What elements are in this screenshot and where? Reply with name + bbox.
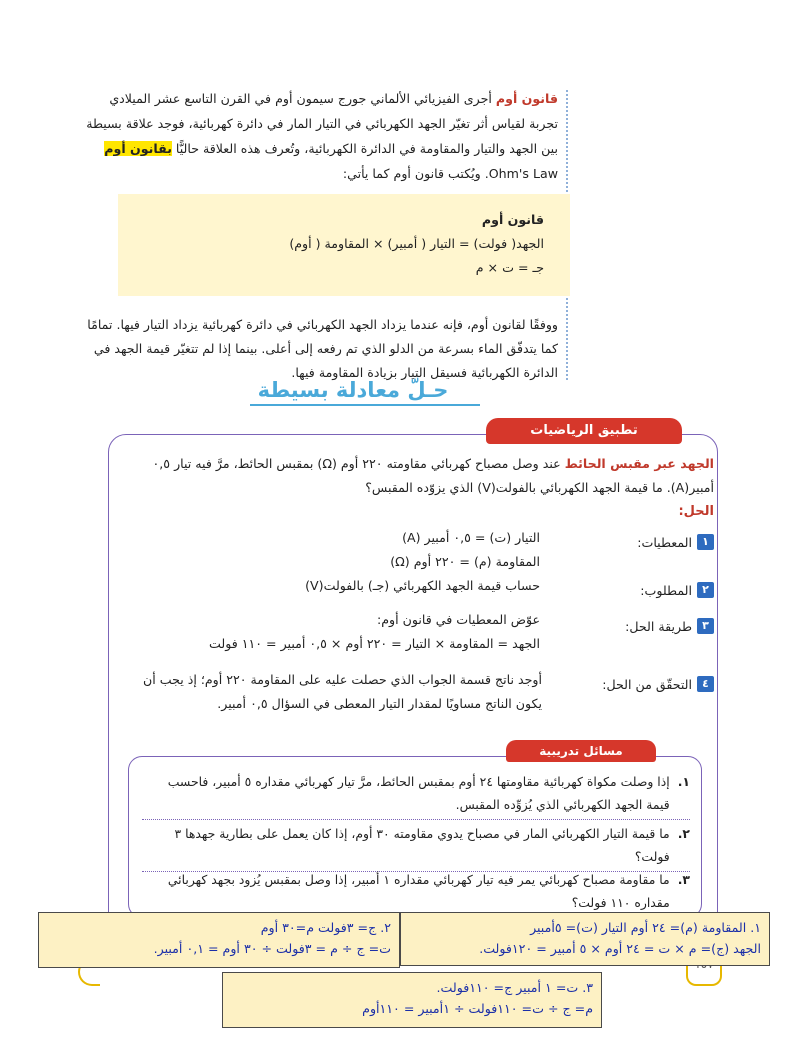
problem-statement <box>128 452 714 500</box>
step-label-text: المعطيات: <box>637 534 692 550</box>
answer-3-line-2: م= ج ÷ ت= ١١٠فولت ÷ ١أمبير = ١١٠أوم <box>362 1001 593 1016</box>
step-method <box>564 618 714 634</box>
law-title: قانون أوم <box>481 212 544 227</box>
step-number: ٣ <box>697 618 714 634</box>
math-application-tab: تطبيق الرياضيات <box>486 418 682 444</box>
ohms-law-highlight: بقانون أوم <box>104 141 172 156</box>
practice-item <box>142 822 690 868</box>
law-formula-words: الجهد( فولت) = التيار ( أمبير) × المقاومة ( أوم) <box>289 236 544 251</box>
step-number: ١ <box>697 534 714 550</box>
intro-text: أجرى الفيزيائي الألماني جورج سيمون أوم في القرن التاسع عشر الميلادي تجربة لقياس أثر تغيّر الجهد الكهربائي في التيار المار في دائرة كهربائية، فوجد علاقة بسيطة بين الجهد والتيار والمقاومة في الدائرة الكهربائية، وتُعرف هذه العلاقة حاليًّا <box>86 91 558 156</box>
ohms-law-keyword: قانون أوم <box>495 91 558 106</box>
answer-2-line-2: ت= ج ÷ م = ٣فولت ÷ ٣٠ أوم = ٠,١ أمبير. <box>153 941 391 956</box>
step-label-text: التحقّق من الحل: <box>602 676 692 692</box>
problem-keyword: الجهد عبر مقبس الحائط <box>564 456 714 471</box>
practice-text: إذا وصلت مكواة كهربائية مقاومتها ٢٤ أوم بمقبس الحائط، مرَّ تيار كهربائي مقداره ٥ أمبير، فاحسب قيمة الجهد الكهربائي الذي يُزوِّده المقبس. <box>167 774 670 812</box>
given-current: التيار (ت) = ٠,٥ أمبير (A) <box>402 530 540 545</box>
section-title: حـلّ معادلة بسيطة <box>257 378 449 402</box>
step-number: ٢ <box>697 582 714 598</box>
problem-text: عند وصل مصباح كهربائي مقاومته ٢٢٠ أوم (Ω) بمقبس الحائط، مرَّ فيه تيار ٠,٥ أمبير(A). ما قيمة الجهد الكهربائي بالفولت(V) الذي يزوّده المقبس؟ <box>152 456 714 495</box>
intro-text-end: . ويُكتب قانون أوم كما يأتي: <box>342 166 489 181</box>
answer-2-line-1: ٢. ج= ٣فولت م=٣٠ أوم <box>260 920 391 935</box>
step-label-text: طريقة الحل: <box>625 618 692 634</box>
given-resistance: المقاومة (م) = ٢٢٠ أوم (Ω) <box>390 554 540 569</box>
answer-1-line-1: ١. المقاومة (م)= ٢٤ أوم التيار (ت)= ٥أمبير <box>530 920 761 935</box>
required-text: حساب قيمة الجهد الكهربائي (جـ) بالفولت(V) <box>305 578 540 593</box>
step-check <box>564 676 714 692</box>
step-label-text: المطلوب: <box>640 582 692 598</box>
answer-1-line-2: الجهد (ج)= م × ت = ٢٤ أوم × ٥ أمبير = ١٢٠فولت. <box>479 941 761 956</box>
answer-3-line-1: ٣. ت= ١ أمبير ج= ١١٠فولت. <box>436 980 593 995</box>
practice-text: ما قيمة التيار الكهربائي المار في مصباح يدوي مقاومته ٣٠ أوم، إذا كان يعمل على بطارية جهدها ٣ فولت؟ <box>174 826 670 864</box>
ohms-law-english: Ohm's Law <box>488 166 558 181</box>
method-line-1: عوّض المعطيات في قانون أوم: <box>376 612 540 627</box>
step-required-body <box>130 574 540 598</box>
check-text: أوجد ناتج قسمة الجواب الذي حصلت عليه على المقاومة ٢٢٠ أوم؛ إذ يجب أن يكون الناتج مساويًا لمقدار التيار المعطى في السؤال ٠,٥ أمبير. <box>142 672 542 711</box>
step-number: ٤ <box>697 676 714 692</box>
practice-item <box>142 770 690 816</box>
law-formula-symbols: جـ = ت × م <box>475 260 544 275</box>
step-given-body <box>130 526 540 574</box>
practice-text: ما مقاومة مصباح كهربائي يمر فيه تيار كهربائي مقداره ١ أمبير، إذا وصل بمقبس يُزود بجهد كهربائي مقداره ١١٠ فولت؟ <box>167 872 670 910</box>
ohms-law-box <box>118 194 570 296</box>
practice-item <box>142 868 690 914</box>
step-method-body <box>130 608 540 656</box>
step-check-body <box>130 668 542 716</box>
step-required <box>564 582 714 598</box>
practice-number: ٣. <box>677 872 690 887</box>
practice-number: ١. <box>677 774 690 789</box>
solution-label: الحل: <box>678 504 714 519</box>
method-line-2: الجهد = المقاومة × التيار = ٢٢٠ أوم × ٠,٥ أمبير = ١١٠ فولت <box>208 636 540 651</box>
title-underline <box>250 404 480 406</box>
explanation-paragraph: ووفقًا لقانون أوم، فإنه عندما يزداد الجهد الكهربائي في دائرة كهربائية يزداد التيار فيها. تمامًا كما يتدفّق الماء بسرعة من الدلو الذي تم رفعه إلى أعلى. بينما إذا لم تتغيّر قيمة الجهد في الدائرة الكهربائية فسيقل التيار بزيادة المقاومة فيها. <box>87 317 558 380</box>
practice-tab: مسائل تدريبية <box>506 740 656 762</box>
intro-paragraph <box>80 86 558 186</box>
practice-divider <box>142 819 690 820</box>
answer-box-3 <box>222 972 602 1028</box>
step-given <box>564 534 714 550</box>
answer-box-2 <box>38 912 400 968</box>
practice-number: ٢. <box>677 826 690 841</box>
answer-box-1 <box>400 912 770 966</box>
